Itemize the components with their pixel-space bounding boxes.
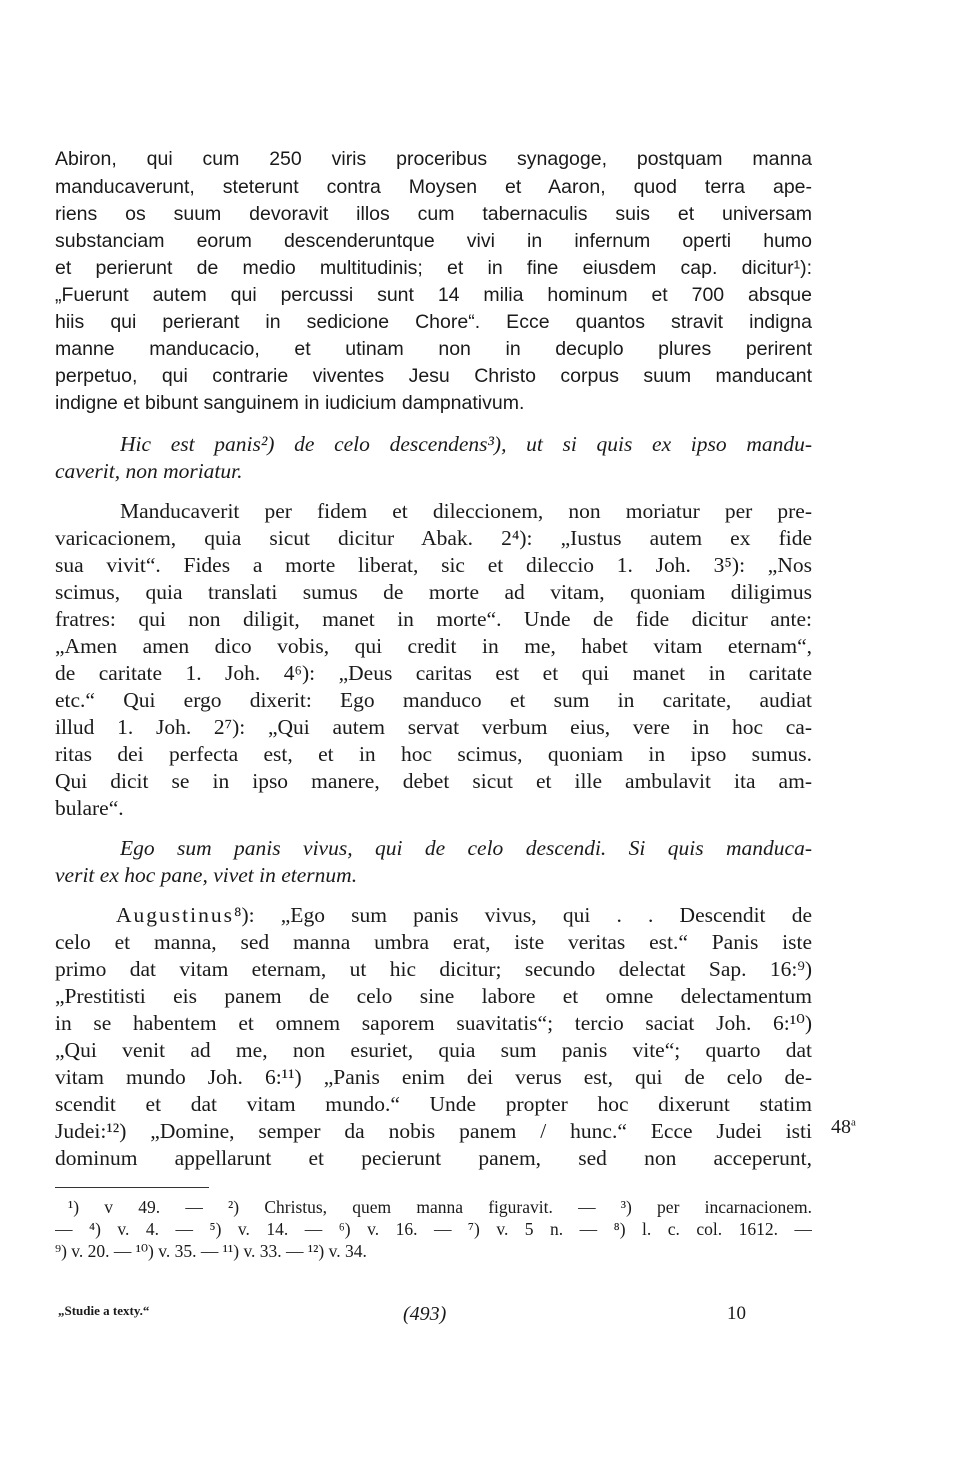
margin-folio-note xyxy=(831,1116,856,1139)
text-line: Qui dicit se in ipso manere, debet sicut et ille ambulavit ita am- xyxy=(55,771,812,793)
margin-folio-letter: a xyxy=(851,1116,856,1129)
text-line: illud 1. Joh. 2⁷): „Qui autem servat verbum eius, vere in hoc ca- xyxy=(55,717,812,739)
text-line: manne manducacio, et utinam non in decuplo plures perirent xyxy=(55,340,812,360)
text-line: „Qui venit ad me, non esuriet, quia sum panis vite“; quarto dat xyxy=(55,1040,812,1062)
margin-folio-number: 48 xyxy=(831,1116,851,1138)
text-line: de caritate 1. Joh. 4⁶): „Deus caritas est et qui manet in caritate xyxy=(55,663,812,685)
text-line xyxy=(116,905,812,927)
text-line: Abiron, qui cum 250 viris proceribus synagoge, postquam manna xyxy=(55,150,812,170)
text-line: celo et manna, sed manna umbra erat, iste veritas est.“ Panis iste xyxy=(55,932,812,954)
text-line: sua vivit“. Fides a morte liberat, sic et dileccio 1. Joh. 3⁵): „Nos xyxy=(55,555,812,577)
text-line: „Amen amen dico vobis, qui credit in me, habet vitam eternam“, xyxy=(55,636,812,658)
scripture-quote-line: Ego sum panis vivus, qui de celo descendi. Si quis manduca- xyxy=(120,838,812,860)
text-line: riens os suum devoravit illos cum tabernaculis suis et universam xyxy=(55,205,812,225)
text-line: primo dat vitam eternam, ut hic dicitur; secundo delectat Sap. 16:⁹) xyxy=(55,959,812,981)
footnote-line: ¹) v 49. — ²) Christus, quem manna figuravit. — ³) per incarnacionem. xyxy=(68,1199,812,1217)
text-line: scendit et dat vitam mundo.“ Unde propter hoc dixerunt statim xyxy=(55,1094,812,1116)
text-line: „Fuerunt autem qui percussi sunt 14 milia hominum et 700 absque xyxy=(55,286,812,306)
text-line: dominum appellarunt et pecierunt panem, sed non acceperunt, xyxy=(55,1148,812,1170)
scripture-quote-line: verit ex hoc pane, vivet in eternum. xyxy=(55,865,358,887)
footnote-line: ⁹) v. 20. — ¹⁰) v. 35. — ¹¹) v. 33. — ¹²) v. 34. xyxy=(55,1243,367,1261)
text-line: Judei:¹²) „Domine, semper da nobis panem / hunc.“ Ecce Judei isti xyxy=(55,1121,812,1143)
page-number: (493) xyxy=(403,1303,447,1325)
text-line: indigne et bibunt sanguinem in iudicium dampnativum. xyxy=(55,394,525,414)
text-line: Manducaverit per fidem et dileccionem, non moriatur per pre- xyxy=(120,501,812,523)
text-line: fratres: qui non diligit, manet in morte“. Unde de fide dicitur ante: xyxy=(55,609,812,631)
text-line: vitam mundo Joh. 6:¹¹) „Panis enim dei verus est, qui de celo de- xyxy=(55,1067,812,1089)
text-line: scimus, quia translati sumus de morte ad vitam, quoniam diligimus xyxy=(55,582,812,604)
footnote-line: — ⁴) v. 4. — ⁵) v. 14. — ⁶) v. 16. — ⁷) v. 5 n. — ⁸) l. c. col. 1612. — xyxy=(55,1221,812,1239)
text-line: bulare“. xyxy=(55,798,124,820)
text-line: hiis qui perierant in sedicione Chore“. Ecce quantos stravit indigna xyxy=(55,313,812,333)
scripture-quote-line: caverit, non moriatur. xyxy=(55,461,243,483)
text-line: in se habentem et omnem saporem suavitatis“; tercio saciat Joh. 6:¹⁰) xyxy=(55,1013,812,1035)
author-name-spaced: Augustinus xyxy=(116,905,234,927)
footer-series-title: „Studie a texty.“ xyxy=(58,1303,150,1318)
text-line: etc.“ Qui ergo dixerit: Ego manduco et sum in caritate, audiat xyxy=(55,690,812,712)
text-line: et perierunt de medio multitudinis; et in fine eiusdem cap. dicitur¹): xyxy=(55,259,812,279)
text-line: substanciam eorum descenderuntque vivi in infernum operti humo xyxy=(55,232,812,252)
footnote-divider xyxy=(55,1187,209,1188)
scripture-quote-line: Hic est panis²) de celo descendens³), ut si quis ex ipso mandu- xyxy=(120,434,812,456)
text-line: ritas dei perfecta est, et in hoc scimus, quoniam in ipso sumus. xyxy=(55,744,812,766)
text-line: perpetuo, qui contrarie viventes Jesu Christo corpus suum manducant xyxy=(55,367,812,387)
signature-mark: 10 xyxy=(727,1303,746,1324)
text-line: manducaverunt, steterunt contra Moysen et Aaron, quod terra ape- xyxy=(55,178,812,198)
text-line-rest: ⁸): „Ego sum panis vivus, qui . . Descendit de xyxy=(233,905,812,927)
text-line: „Prestitisti eis panem de celo sine labore et omne delectamentum xyxy=(55,986,812,1008)
text-line: varicacionem, quia sicut dicitur Abak. 2⁴): „Iustus autem ex fide xyxy=(55,528,812,550)
